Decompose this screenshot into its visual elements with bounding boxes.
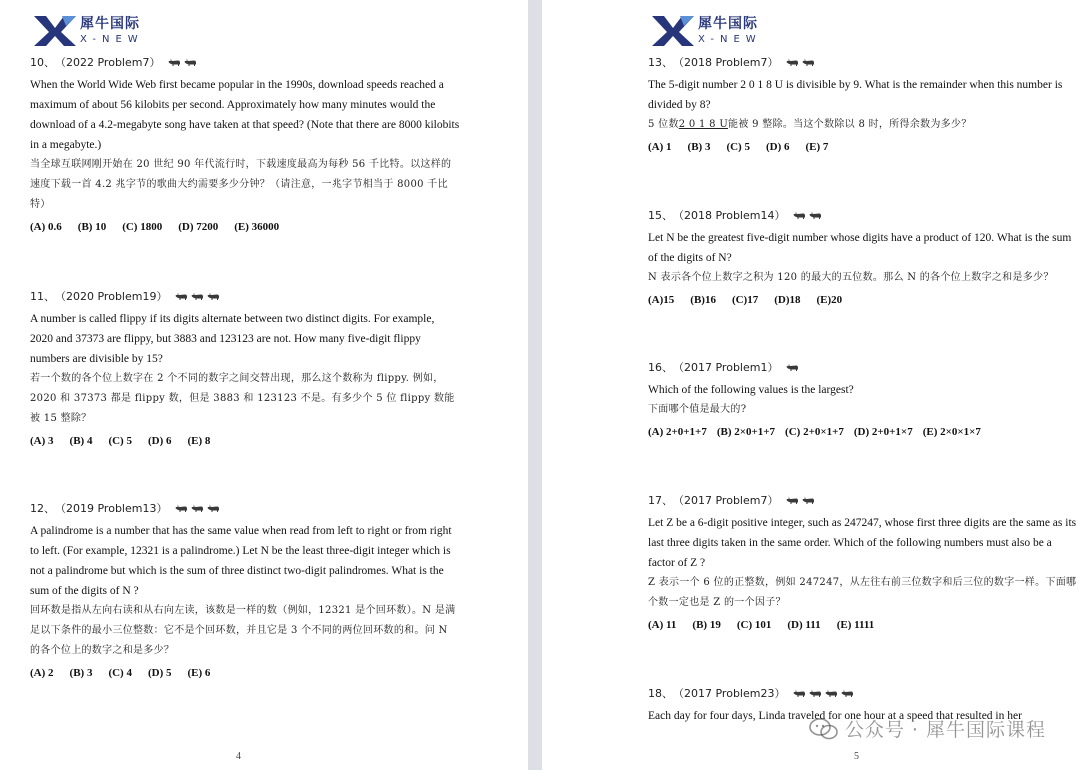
problem-source: （2018 Problem14） <box>673 209 786 222</box>
choice-e: (E) 36000 <box>234 221 280 233</box>
bull-icon <box>825 689 838 698</box>
choice-d: (D) 7200 <box>178 221 219 233</box>
choice-c: (C) 5 <box>726 141 750 153</box>
answer-choices <box>648 294 1078 306</box>
problem-text-en: When the World Wide Web first became popular in the 1990s, download speeds reached a maximum of about 56 kilobits per second. Approximately how many minutes would the download of a 4.2-megabyte song have taken at that speed? (Note that there are 8000 kilobits in a megabyte.) <box>30 79 460 151</box>
choice-c: (C) 101 <box>736 619 772 631</box>
wechat-icon <box>809 718 839 740</box>
choice-e: (E) 2×0×1×7 <box>922 426 981 438</box>
choice-d: (D) 2+0+1×7 <box>853 426 913 438</box>
choice-a: (A) 0.6 <box>30 221 62 233</box>
document-page-right <box>542 0 1080 770</box>
problem-text-cn: 若一个数的各个位上数字在 2 个不同的数字之间交替出现，那么这个数称为 flippy. 例如，2020 和 37373 都是 flippy 数，但是 3883 和 123123 不是。有多少个 5 位 flippy 数能被 15 整除？ <box>30 373 455 424</box>
problem-source: （2020 Problem19） <box>55 290 168 303</box>
cn-prefix: 5 位数 <box>648 119 679 130</box>
choice-d: (D) 111 <box>787 619 821 631</box>
choice-b: (B) 3 <box>687 141 711 153</box>
problem-text-cn: Z 表示一个 6 位的正整数，例如 247247，从左往右前三位数字和后三位的数字一样。下面哪个数一定也是 Z 的一个因子？ <box>648 577 1077 608</box>
difficulty-rating <box>175 292 220 301</box>
choice-b: (B) 2×0+1+7 <box>716 426 776 438</box>
problem-number: 12、 <box>30 502 55 515</box>
choice-e: (E) 6 <box>187 667 211 679</box>
document-page-left <box>0 0 528 770</box>
bull-icon <box>786 58 799 67</box>
choice-b: (B) 4 <box>69 435 93 447</box>
answer-choices <box>30 435 460 447</box>
difficulty-rating <box>793 689 854 698</box>
logo-cn-text: 犀牛国际 <box>698 16 758 32</box>
problem-text-en: Each day for four days, Linda traveled for one hour at a speed that resulted in her <box>648 710 1022 722</box>
page-number: 4 <box>236 751 241 762</box>
choice-a: (A) 1 <box>648 141 672 153</box>
watermark-text: 公众号 · 犀牛国际课程 <box>844 719 1046 741</box>
problem-text-en: A number is called flippy if its digits alternate between two distinct digits. For example, 2020 and 37373 are flippy, but 3883 and 123123 are not. How many five-digit flippy numbers are divisible by 15? <box>30 313 435 365</box>
bull-icon <box>802 58 815 67</box>
problem-12 <box>30 500 460 679</box>
difficulty-rating <box>168 58 197 67</box>
choice-e: (E)20 <box>816 294 843 306</box>
problem-16 <box>648 359 1078 438</box>
problem-text-en: The 5-digit number 2 0 1 8 U is divisible by 9. What is the remainder when this number is divided by 8? <box>648 79 1063 111</box>
problem-source: （2018 Problem7） <box>673 56 779 69</box>
choice-a: (A)15 <box>648 294 675 306</box>
bull-icon <box>786 363 799 372</box>
problem-text-cn: 回环数是指从左向右读和从右向左读，该数是一样的数（例如，12321 是个回环数）。N 是满足以下条件的最小三位整数：它不是个回环数，并且它是 3 个不同的两位回环数的和。问 N 的各个位上的数字之和是多少？ <box>30 605 456 656</box>
difficulty-rating <box>786 58 815 67</box>
bull-icon <box>191 504 204 513</box>
problem-number: 15、 <box>648 209 673 222</box>
problem-text-cn: 下面哪个值是最大的? <box>648 404 747 415</box>
problem-number: 10、 <box>30 56 55 69</box>
bull-icon <box>207 292 220 301</box>
brand-logo <box>650 14 762 48</box>
brand-logo <box>32 14 144 48</box>
page-gap <box>528 0 542 770</box>
bull-icon <box>809 211 822 220</box>
problem-source: （2017 Problem1） <box>673 361 779 374</box>
problem-text-cn <box>648 115 1078 135</box>
problem-11 <box>30 288 460 447</box>
difficulty-rating <box>793 211 822 220</box>
difficulty-rating <box>786 496 815 505</box>
choice-b: (B) 10 <box>77 221 107 233</box>
logo-cn-text: 犀牛国际 <box>80 16 140 32</box>
bull-icon <box>841 689 854 698</box>
watermark <box>809 715 1046 742</box>
answer-choices <box>648 619 1078 631</box>
problem-13 <box>648 54 1078 153</box>
choice-e: (E) 7 <box>805 141 829 153</box>
choice-d: (D)18 <box>774 294 801 306</box>
bull-icon <box>175 504 188 513</box>
choice-c: (C) 2+0×1+7 <box>785 426 844 438</box>
bull-icon <box>168 58 181 67</box>
choice-d: (D) 6 <box>147 435 172 447</box>
answer-choices <box>648 141 1078 153</box>
problem-source: （2022 Problem7） <box>55 56 161 69</box>
choice-a: (A) 3 <box>30 435 54 447</box>
bull-icon <box>786 496 799 505</box>
problem-text-en: Let Z be a 6-digit positive integer, such as 247247, whose first three digits are the same as its last three digits taken in the same order. Which of the following numbers must also be a factor of Z ? <box>648 517 1077 569</box>
problem-number: 18、 <box>648 687 673 700</box>
problem-source: （2017 Problem7） <box>673 494 779 507</box>
problem-10 <box>30 54 460 233</box>
choice-b: (B) 3 <box>69 667 93 679</box>
choice-e: (E) 8 <box>187 435 211 447</box>
problem-source: （2019 Problem13） <box>55 502 168 515</box>
bull-icon <box>809 689 822 698</box>
problem-source: （2017 Problem23） <box>673 687 786 700</box>
choice-d: (D) 5 <box>147 667 172 679</box>
choice-c: (C)17 <box>731 294 759 306</box>
x-logo-icon <box>32 14 78 48</box>
problem-17 <box>648 492 1078 631</box>
problem-text-cn: N 表示各个位上数字之积为 120 的最大的五位数。那么 N 的各个位上数字之和是多少？ <box>648 272 1054 283</box>
problem-number: 13、 <box>648 56 673 69</box>
difficulty-rating <box>175 504 220 513</box>
problem-number: 17、 <box>648 494 673 507</box>
cn-underlined-number: 2 0 1 8 U <box>678 119 729 130</box>
problem-text-en: Which of the following values is the largest? <box>648 384 854 396</box>
answer-choices <box>648 426 1078 438</box>
bull-icon <box>207 504 220 513</box>
choice-a: (A) 2 <box>30 667 54 679</box>
choice-c: (C) 4 <box>108 667 132 679</box>
choice-a: (A) 11 <box>648 619 677 631</box>
bull-icon <box>175 292 188 301</box>
logo-en-text: X-NEW <box>80 34 144 45</box>
problem-number: 11、 <box>30 290 55 303</box>
bull-icon <box>793 689 806 698</box>
choice-c: (C) 1800 <box>122 221 163 233</box>
problem-text-cn: 当全球互联网刚开始在 20 世纪 90 年代流行时，下载速度最高为每秒 56 千比特。以这样的速度下载一首 4.2 兆字节的歌曲大约需要多少分钟？（请注意，一兆字节相当于 8000 千比特） <box>30 159 452 210</box>
bull-icon <box>793 211 806 220</box>
difficulty-rating <box>786 363 799 372</box>
answer-choices <box>30 221 460 233</box>
cn-suffix: 能被 9 整除。当这个数除以 8 时，所得余数为多少？ <box>728 119 972 130</box>
problem-15 <box>648 207 1078 306</box>
logo-en-text: X-NEW <box>698 34 762 45</box>
bull-icon <box>184 58 197 67</box>
choice-d: (D) 6 <box>765 141 790 153</box>
choice-b: (B)16 <box>690 294 716 306</box>
problem-number: 16、 <box>648 361 673 374</box>
page-number: 5 <box>854 751 859 762</box>
choice-e: (E) 1111 <box>836 619 875 631</box>
x-logo-icon <box>650 14 696 48</box>
bull-icon <box>191 292 204 301</box>
problem-text-en: Let N be the greatest five-digit number whose digits have a product of 120. What is the sum of the digits of N? <box>648 232 1072 264</box>
choice-c: (C) 5 <box>108 435 132 447</box>
choice-b: (B) 19 <box>692 619 721 631</box>
problem-text-en: A palindrome is a number that has the same value when read from left to right or from right to left. (For example, 12321 is a palindrome.) Let N be the least three-digit integer which is not a palindrome but which is the sum of three distinct two-digit palindromes. What is the sum of the digits of N ? <box>30 525 452 597</box>
answer-choices <box>30 667 460 679</box>
bull-icon <box>802 496 815 505</box>
choice-a: (A) 2+0+1+7 <box>648 426 707 438</box>
